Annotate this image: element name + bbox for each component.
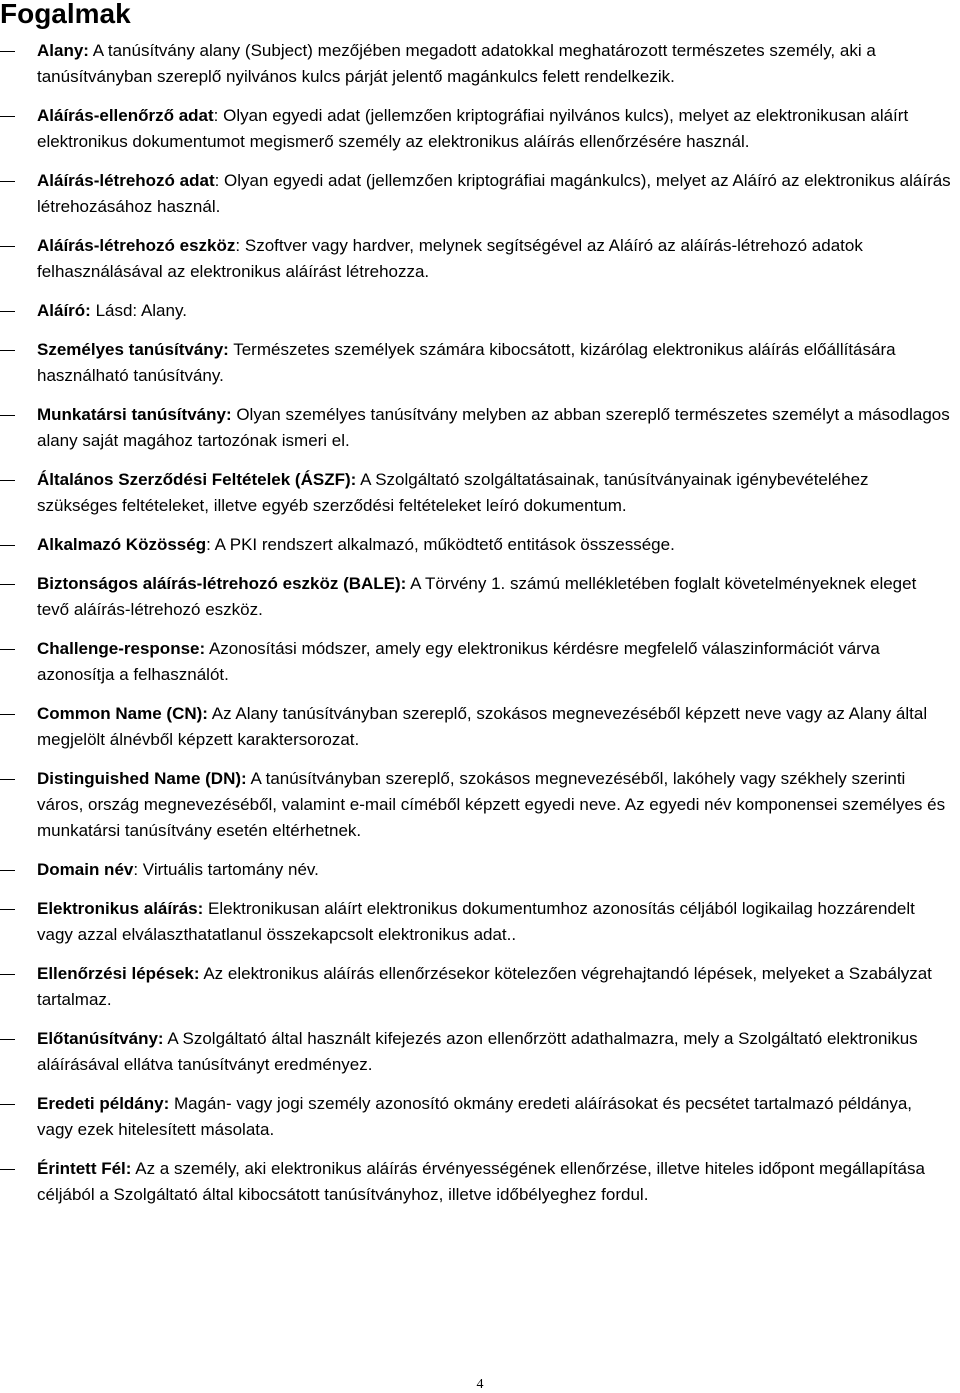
definition-term: Általános Szerződési Feltételek (ÁSZF): — [37, 470, 357, 489]
definition-term: Distinguished Name (DN): — [37, 769, 247, 788]
definition-text: Az elektronikus aláírás ellenőrzésekor kötelezően végrehajtandó lépések, melyeket a Szabályzat tartalmaz. — [37, 964, 932, 1009]
definition-item — [0, 701, 960, 753]
page-title: Fogalmak — [0, 0, 131, 29]
definition-item — [0, 532, 960, 558]
dash-bullet-icon — [0, 909, 15, 910]
definition-term: Érintett Fél: — [37, 1159, 132, 1178]
definition-text: : Szoftver vagy hardver, melynek segítségével az Aláíró az aláírás-létrehozó adatok felhasználásával az elektronikus aláírást létrehozza. — [37, 236, 863, 281]
definition-text: Olyan személyes tanúsítvány melyben az abban szereplő természetes személyt a másodlagos alany saját magához tartozónak ismeri el. — [37, 405, 950, 450]
definition-term: Aláírás-ellenőrző adat — [37, 106, 214, 125]
definition-text: Elektronikusan aláírt elektronikus dokumentumhoz azonosítás céljából logikailag hozzárendelt vagy azzal elválaszthatatlanul összekapcsolt elektronikus adat.. — [37, 899, 915, 944]
definition-term: Common Name (CN): — [37, 704, 208, 723]
dash-bullet-icon — [0, 116, 15, 117]
definition-item — [0, 402, 960, 454]
definition-term: Ellenőrzési lépések: — [37, 964, 200, 983]
definition-item — [0, 168, 960, 220]
definition-text: A tanúsítvány alany (Subject) mezőjében megadott adatokkal meghatározott természetes személy, aki a tanúsítványban szereplő nyilvános kulcs párját jelentő magánkulcs felett rendelkezik. — [37, 41, 876, 86]
definition-item — [0, 103, 960, 155]
definition-text: : Olyan egyedi adat (jellemzően kriptográfiai magánkulcs), melyet az Aláíró az elektronikus aláírás létrehozásához használ. — [37, 171, 951, 216]
dash-bullet-icon — [0, 181, 15, 182]
dash-bullet-icon — [0, 714, 15, 715]
dash-bullet-icon — [0, 1169, 15, 1170]
definition-text: A Szolgáltató szolgáltatásainak, tanúsítványainak igénybevételéhez szükséges feltételeket, illetve egyéb szerződési feltételeket leíró dokumentum. — [37, 470, 869, 515]
dash-bullet-icon — [0, 545, 15, 546]
definitions-list — [0, 38, 960, 1221]
definition-text: : Olyan egyedi adat (jellemzően kriptográfiai nyilvános kulcs), melyet az elektronikusan aláírt elektronikus dokumentumot megismerő személy az elektronikus aláírás ellenőrzésére használ. — [37, 106, 909, 151]
definition-text: : Virtuális tartomány név. — [133, 860, 319, 879]
definition-term: Eredeti példány: — [37, 1094, 170, 1113]
definition-text: Lásd: Alany. — [90, 301, 187, 320]
definition-term: Alany: — [37, 41, 89, 60]
definition-text: A tanúsítványban szereplő, szokásos megnevezéséből, lakóhely vagy székhely szerinti város, ország megnevezéséből, valamint e-mail címéből képzett egyedi neve. Az egyedi név komponensei személyes és munkatársi tanúsítvány esetén eltérhetnek. — [37, 769, 946, 840]
dash-bullet-icon — [0, 246, 15, 247]
definition-text: Magán- vagy jogi személy azonosító okmány eredeti aláírásokat és pecsétet tartalmazó példánya, vagy ezek hitelesített másolata. — [37, 1094, 912, 1139]
dash-bullet-icon — [0, 311, 15, 312]
definition-item — [0, 766, 960, 844]
definition-item — [0, 961, 960, 1013]
definition-item — [0, 1091, 960, 1143]
definition-term: Domain név — [37, 860, 134, 879]
dash-bullet-icon — [0, 480, 15, 481]
dash-bullet-icon — [0, 51, 15, 52]
definition-text: : A PKI rendszert alkalmazó, működtető entitások összessége. — [206, 535, 675, 554]
definition-text: Természetes személyek számára kibocsátott, kizárólag elektronikus aláírás előállítására használható tanúsítvány. — [37, 340, 896, 385]
definition-item — [0, 233, 960, 285]
definition-term: Challenge-response: — [37, 639, 206, 658]
definition-item — [0, 857, 960, 883]
definition-text: A Szolgáltató által használt kifejezés azon ellenőrzött adathalmazra, mely a Szolgáltató elektronikus aláírásával ellátva tanúsítványt eredményez. — [37, 1029, 918, 1074]
dash-bullet-icon — [0, 415, 15, 416]
definition-term: Alkalmazó Közösség — [37, 535, 207, 554]
definition-item — [0, 636, 960, 688]
dash-bullet-icon — [0, 974, 15, 975]
dash-bullet-icon — [0, 1039, 15, 1040]
dash-bullet-icon — [0, 779, 15, 780]
definition-text: Az Alany tanúsítványban szereplő, szokásos megnevezéséből képzett neve vagy az Alany által megjelölt álnévből képzett karaktersorozat. — [37, 704, 928, 749]
definition-item — [0, 467, 960, 519]
dash-bullet-icon — [0, 649, 15, 650]
page-number: 4 — [476, 1377, 484, 1392]
definition-item — [0, 337, 960, 389]
definition-item — [0, 1026, 960, 1078]
definition-item — [0, 38, 960, 90]
definition-text: A Törvény 1. számú mellékletében foglalt követelményeknek eleget tevő aláírás-létrehozó eszköz. — [37, 574, 917, 619]
definition-term: Munkatársi tanúsítvány: — [37, 405, 232, 424]
definition-term: Elektronikus aláírás: — [37, 899, 204, 918]
definition-term: Biztonságos aláírás-létrehozó eszköz (BALE): — [37, 574, 407, 593]
definition-term: Aláíró: — [37, 301, 91, 320]
dash-bullet-icon — [0, 1104, 15, 1105]
definition-term: Előtanúsítvány: — [37, 1029, 164, 1048]
definition-term: Aláírás-létrehozó eszköz — [37, 236, 236, 255]
definition-text: Az a személy, aki elektronikus aláírás érvényességének ellenőrzése, illetve hiteles időpont megállapítása céljából a Szolgáltató által kibocsátott tanúsítványhoz, illetve időbélyeghez fordul. — [37, 1159, 925, 1204]
definition-item — [0, 1156, 960, 1208]
definition-text: Azonosítási módszer, amely egy elektronikus kérdésre megfelelő válaszinformációt várva azonosítja a felhasználót. — [37, 639, 880, 684]
definition-item — [0, 571, 960, 623]
dash-bullet-icon — [0, 584, 15, 585]
definition-term: Személyes tanúsítvány: — [37, 340, 229, 359]
definition-term: Aláírás-létrehozó adat — [37, 171, 215, 190]
dash-bullet-icon — [0, 870, 15, 871]
dash-bullet-icon — [0, 350, 15, 351]
definition-item — [0, 896, 960, 948]
definition-item — [0, 298, 960, 324]
